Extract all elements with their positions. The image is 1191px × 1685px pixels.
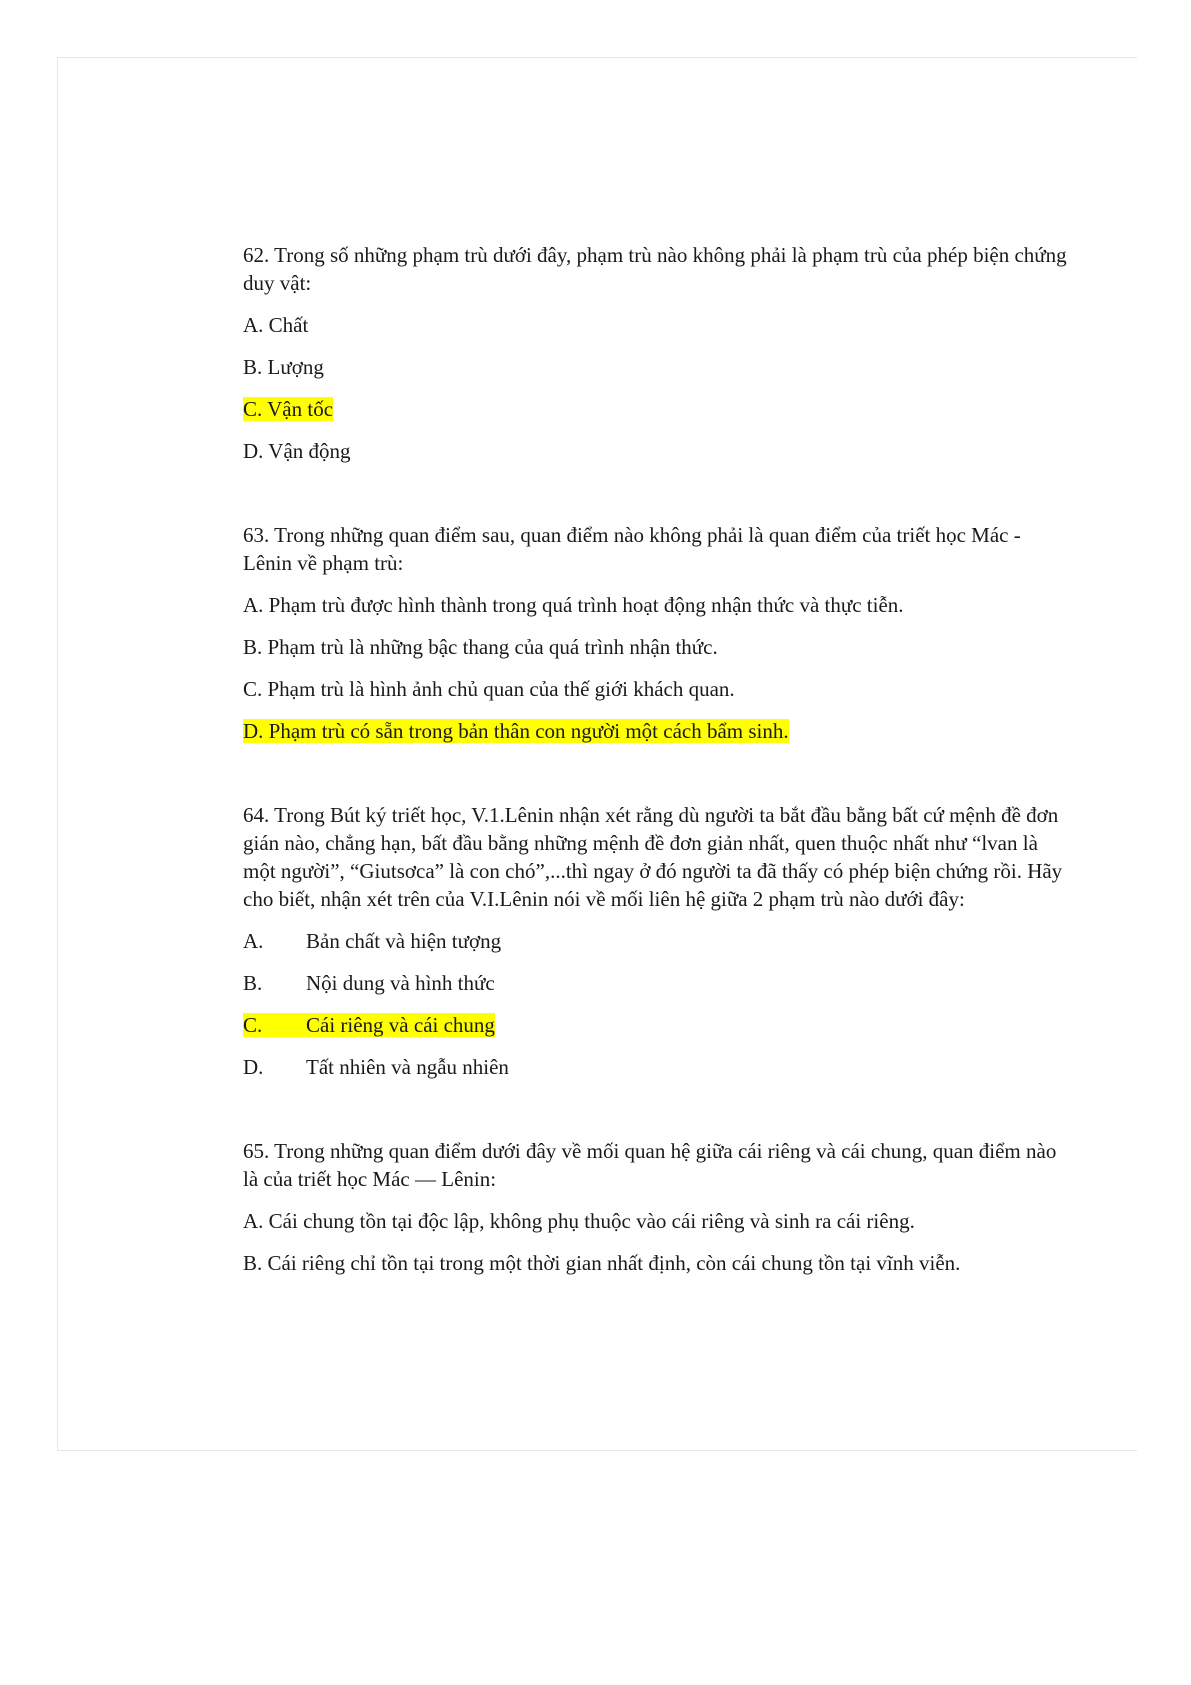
- answer-option-a: A. Chất: [243, 313, 309, 337]
- question-62: [243, 241, 1073, 465]
- highlighted-answer: C. Cái riêng và cái chung: [243, 1013, 495, 1037]
- answer-option-d: D. Tất nhiên và ngẫu nhiên: [243, 1055, 509, 1079]
- answer-option-d-highlighted: [243, 717, 1073, 745]
- question-text: 65. Trong những quan điểm dưới đây về mối quan hệ giữa cái riêng và cái chung, quan điểm nào là của triết học Mác — Lênin:: [243, 1139, 1057, 1191]
- highlighted-answer: C. Vận tốc: [243, 397, 334, 421]
- answer-option-c-highlighted: [243, 395, 1073, 423]
- question-63: [243, 521, 1073, 745]
- page-content: [243, 241, 1073, 1333]
- answer-option-d: D. Vận động: [243, 439, 351, 463]
- answer-option-c: C. Phạm trù là hình ảnh chủ quan của thế giới khách quan.: [243, 677, 735, 701]
- answer-option-b: B. Lượng: [243, 355, 324, 379]
- answer-option-c-highlighted: [243, 1011, 1073, 1039]
- question-text: 64. Trong Bút ký triết học, V.1.Lênin nhận xét rằng dù người ta bắt đầu bằng bất cứ mệnh đề đơn gián nào, chẳng hạn, bất đầu bằng những mệnh đề đơn giản nhất, quen thuộc nhất như “lvan là một người”, “Giutsơca” là con chó”,...thì ngay ở đó người ta đã thấy có phép biện chứng rồi. Hãy cho biết, nhận xét trên của V.I.Lênin nói về mối liên hệ giữa 2 phạm trù nào dưới đây:: [243, 803, 1063, 911]
- question-65: [243, 1137, 1073, 1277]
- question-text: 63. Trong những quan điểm sau, quan điểm nào không phải là quan điểm của triết học Mác - Lênin về phạm trù:: [243, 523, 1021, 575]
- answer-option-b: B. Cái riêng chỉ tồn tại trong một thời gian nhất định, còn cái chung tồn tại vĩnh viễn.: [243, 1251, 961, 1275]
- answer-option-a: A. Cái chung tồn tại độc lập, không phụ thuộc vào cái riêng và sinh ra cái riêng.: [243, 1209, 915, 1233]
- question-64: [243, 801, 1073, 1081]
- highlighted-answer: D. Phạm trù có sẵn trong bản thân con người một cách bẩm sinh.: [243, 719, 789, 743]
- answer-option-b: B. Phạm trù là những bậc thang của quá trình nhận thức.: [243, 635, 718, 659]
- answer-option-a: A. Phạm trù được hình thành trong quá trình hoạt động nhận thức và thực tiễn.: [243, 593, 904, 617]
- question-text: 62. Trong số những phạm trù dưới đây, phạm trù nào không phải là phạm trù của phép biện chứng duy vật:: [243, 243, 1067, 295]
- document-page: [57, 57, 1137, 1451]
- answer-option-b: B. Nội dung và hình thức: [243, 971, 495, 995]
- answer-option-a: A. Bản chất và hiện tượng: [243, 929, 502, 953]
